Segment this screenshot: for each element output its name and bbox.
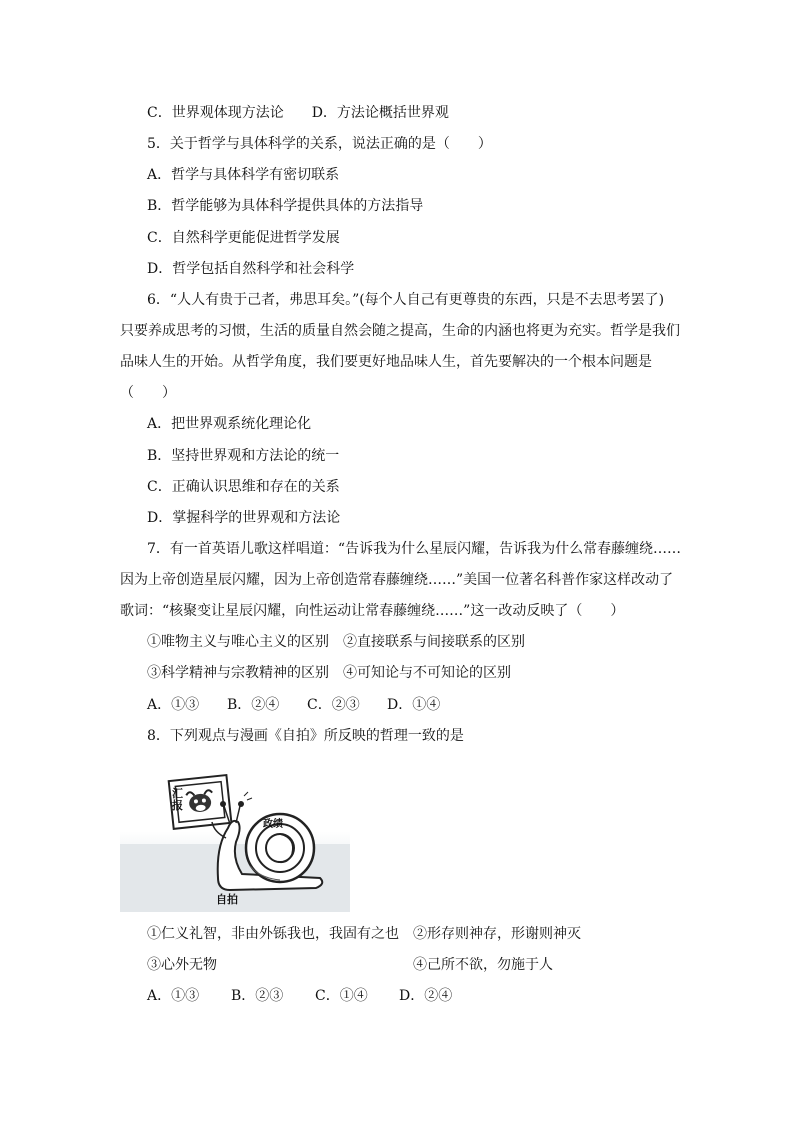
- q8-statement-4: ④己所不欲，勿施于人: [413, 957, 553, 973]
- q7-option-b: B．②④: [227, 697, 280, 713]
- q6-stem-line-4: （ ）: [120, 385, 176, 401]
- q5-option-b: B．哲学能够为具体科学提供具体的方法指导: [147, 198, 424, 214]
- cartoon-caption: 自拍: [216, 893, 238, 906]
- cartoon-side-label: 汇报: [172, 787, 183, 812]
- q8-stem: 8．下列观点与漫画《自拍》所反映的哲理一致的是: [147, 728, 464, 744]
- q7-option-d: D．①④: [387, 697, 441, 713]
- q7-stem-line-2: 因为上帝创造星辰闪耀，因为上帝创造常春藤缠绕……”美国一位著名科普作家这样改动了: [120, 572, 674, 588]
- q5-option-d: D．哲学包括自然科学和社会科学: [147, 261, 355, 277]
- q6-stem-line-2: 只要养成思考的习惯，生活的质量自然会随之提高，生命的内涵也将更为充实。哲学是我们: [120, 323, 680, 339]
- q8-statements-1: ①仁义礼智，非由外铄我也，我固有之也 ②形存则神存，形谢则神灭: [147, 926, 581, 942]
- q7-stem-line-1: 7．有一首英语儿歌这样唱道：“告诉我为什么星辰闪耀，告诉我为什么常春藤缠绕……: [147, 541, 682, 557]
- q6-option-a: A．把世界观系统化理论化: [147, 416, 312, 432]
- cartoon-shell-label: 政绩: [263, 819, 283, 830]
- q6-option-b: B．坚持世界观和方法论的统一: [147, 448, 340, 464]
- q7-options: [147, 695, 467, 715]
- q6-stem-line-3: 品味人生的开始。从哲学角度，我们要更好地品味人生，首先要解决的一个根本问题是: [120, 354, 652, 370]
- q5-stem: 5．关于哲学与具体科学的关系，说法正确的是（ ）: [147, 136, 492, 152]
- q8-option-d: D．②④: [399, 988, 453, 1004]
- q6-option-d: D．掌握科学的世界观和方法论: [147, 510, 341, 526]
- q7-option-a: A．①③: [147, 697, 200, 713]
- q8-statement-3: ③心外无物: [147, 957, 217, 973]
- q7-statements-2: ③科学精神与宗教精神的区别 ④可知论与不可知论的区别: [147, 665, 511, 681]
- cartoon-image: [120, 766, 350, 912]
- q5-option-c: C．自然科学更能促进哲学发展: [147, 230, 340, 246]
- q7-statements-1: ①唯物主义与唯心主义的区别 ②直接联系与间接联系的区别: [147, 634, 525, 650]
- q8-option-b: B．②③: [231, 988, 284, 1004]
- q5-option-a: A．哲学与具体科学有密切联系: [147, 167, 340, 183]
- q8-options: [147, 986, 483, 1006]
- q4-options-cd: C．世界观体现方法论 D．方法论概括世界观: [147, 105, 449, 121]
- q7-stem-line-3: 歌词：“核聚变让星辰闪耀，向性运动让常春藤缠绕……”这一改动反映了（ ）: [120, 603, 625, 619]
- q7-option-c: C．②③: [307, 697, 360, 713]
- q6-option-c: C．正确认识思维和存在的关系: [147, 479, 340, 495]
- q8-option-a: A．①③: [147, 988, 200, 1004]
- q6-stem-line-1: 6．“人人有贵于己者，弗思耳矣。”(每个人自己有更尊贵的东西，只是不去思考罢了): [147, 292, 665, 308]
- q8-option-c: C．①④: [315, 988, 368, 1004]
